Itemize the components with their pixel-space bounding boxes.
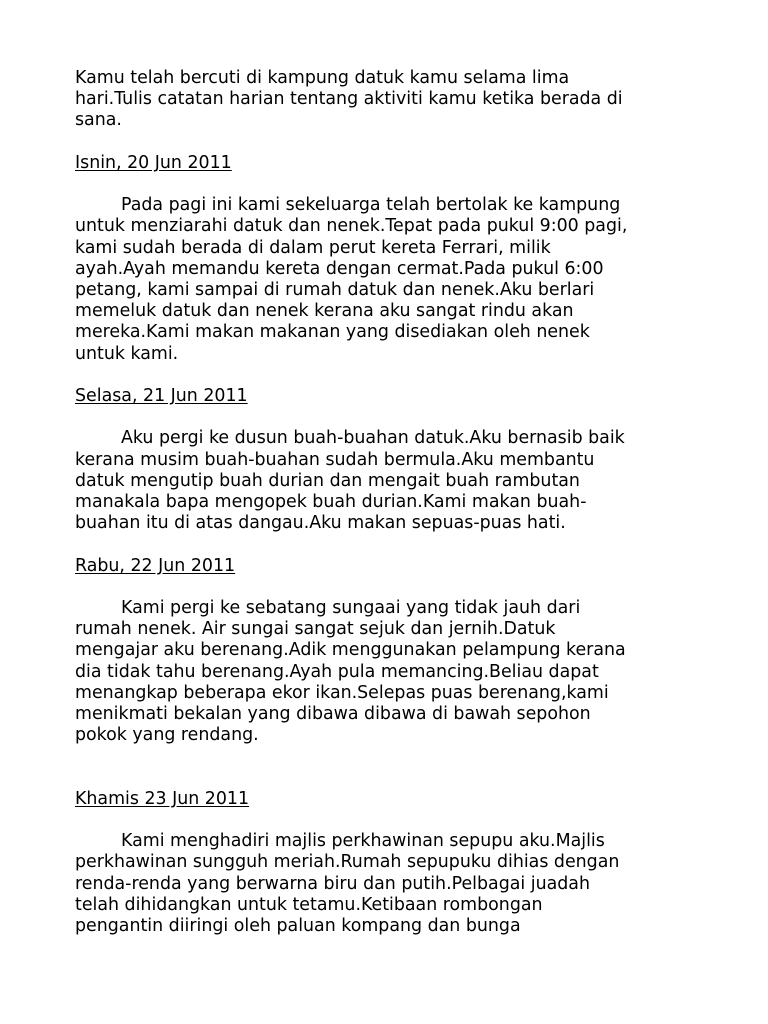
intro-line: Kamu telah bercuti di kampung datuk kamu selama lima <box>75 68 570 88</box>
entry-paragraph <box>75 598 715 746</box>
entry-line: Pada pagi ini kami sekeluarga telah bertolak ke kampung <box>121 195 621 216</box>
entry-line: datuk mengutip buah durian dan mengait buah rambutan <box>75 470 580 491</box>
entry-line: memeluk datuk dan nenek kerana aku sangat rindu akan <box>75 301 574 322</box>
entry-line: ayah.Ayah memandu kereta dengan cermat.Pada pukul 6:00 <box>75 258 604 279</box>
entry-paragraph <box>75 195 715 365</box>
entry-line: pengantin diiringi oleh paluan kompang dan bunga <box>75 916 521 936</box>
entry-line: pokok yang rendang. <box>75 725 259 746</box>
entry-line: petang, kami sampai di rumah datuk dan nenek.Aku berlari <box>75 280 595 300</box>
entry-line: untuk kami. <box>75 343 179 364</box>
entry-line: menikmati bekalan yang dibawa dibawa di bawah sepohon <box>75 704 591 724</box>
intro-line: hari.Tulis catatan harian tentang aktiviti kamu ketika berada di <box>75 89 623 110</box>
spacer <box>75 132 715 153</box>
intro-line: sana. <box>75 110 122 131</box>
entry-line: rumah nenek. Air sungai sangat sejuk dan jernih.Datuk <box>75 619 556 640</box>
entry-line: Aku pergi ke dusun buah-buahan datuk.Aku bernasib baik <box>121 428 625 449</box>
entry-line: kami sudah berada di dalam perut kereta Ferrari, milik <box>75 237 551 258</box>
entry-line: menangkap beberapa ekor ikan.Selepas puas berenang,kami <box>75 682 609 703</box>
entry-line: telah dihidangkan untuk tetamu.Ketibaan rombongan <box>75 894 543 915</box>
entry-line: Kami menghadiri majlis perkhawinan sepupu aku.Majlis <box>121 831 605 852</box>
entry-line: dia tidak tahu berenang.Ayah pula memancing.Beliau dapat <box>75 661 599 682</box>
spacer <box>75 577 715 598</box>
document-page <box>75 68 715 937</box>
entry-paragraph <box>75 428 715 534</box>
spacer <box>75 174 715 195</box>
entry-line: mengajar aku berenang.Adik menggunakan pelampung kerana <box>75 640 626 661</box>
spacer <box>75 365 715 386</box>
spacer <box>75 407 715 428</box>
entry-heading: Rabu, 22 Jun 2011 <box>75 555 236 576</box>
entry-heading: Isnin, 20 Jun 2011 <box>75 152 232 173</box>
entry-line: renda-renda yang berwarna biru dan putih.Pelbagai juadah <box>75 873 590 894</box>
entry-heading: Khamis 23 Jun 2011 <box>75 788 250 809</box>
entry-line: perkhawinan sungguh meriah.Rumah sepupuku dihias dengan <box>75 852 620 873</box>
spacer <box>75 746 715 788</box>
entry-paragraph <box>75 831 715 937</box>
entry-line: untuk menziarahi datuk dan nenek.Tepat pada pukul 9:00 pagi, <box>75 216 628 237</box>
entry-line: buahan itu di atas dangau.Aku makan sepuas-puas hati. <box>75 513 566 534</box>
entry-line: kerana musim buah-buahan sudah bermula.Aku membantu <box>75 449 595 470</box>
spacer <box>75 810 715 831</box>
entry-line: mereka.Kami makan makanan yang disediakan oleh nenek <box>75 322 590 343</box>
entry-line: manakala bapa mengopek buah durian.Kami makan buah- <box>75 492 587 512</box>
entry-heading: Selasa, 21 Jun 2011 <box>75 386 248 406</box>
intro-paragraph <box>75 68 715 132</box>
entry-line: Kami pergi ke sebatang sungaai yang tidak jauh dari <box>121 597 581 618</box>
spacer <box>75 534 715 555</box>
